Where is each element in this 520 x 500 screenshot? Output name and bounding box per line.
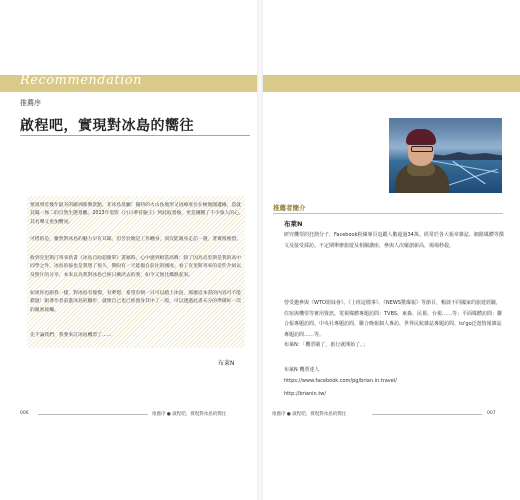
signature: 布萊N <box>218 360 235 367</box>
paragraph: 收到克里斯汀寄來新書《冰島自助超簡單》書稿時，心中感到相當高興：除了因為克里斯是我的高中同學之外，冰島的報也是我想了很久、期盼有一天能親自前往的國度。看了克里斯寄來的這些介紹以及照片的分享，本來以為我對冰島已經日漸淡去的愛，如今又無比熾熱起來。 <box>30 256 242 278</box>
page-number-right: 007 <box>487 411 496 416</box>
author-photo <box>389 118 502 193</box>
page-gutter <box>257 0 263 500</box>
paragraph: 要說到近幾年最夯的歐洲新興景點，非冰島莫屬！獨特的火山島地形又因緯度位在極地圈邊緣，造就其獨一無二的自然生態景觀。2013年電影《白日夢冒險王》到此取景後，更是擄獲了不少旅人的心，其名聲又更加響亮。 <box>30 203 244 225</box>
title-underline <box>20 135 250 136</box>
page-title: 啟程吧，實現對冰島的嚮往 <box>20 118 194 134</box>
footer-running-title-right: 推薦序 ● 啟程吧，實現對冰島的嚮往 <box>272 412 347 417</box>
person-hat <box>406 129 436 145</box>
footer-rule-left <box>38 414 148 415</box>
bio-paragraph: 研究機票的狂熱分子，Facebook粉絲專頁追蹤人數超過34萬。經常於各大報章雜誌、網路媒體等撰文及接受採訪。不定期舉辦旅遊及相關講座，參與人次屢創新高，場場秒殺。 <box>284 232 504 249</box>
links-label: 布萊N 機票達人 <box>284 367 320 373</box>
section-title: Recommendation <box>20 73 142 88</box>
paragraph: 如果你也跟我一樣，對冰島有憧憬，有夢想，希望有朝一日可以踏上冰島，那麼這本書的內容可不能錯過！跟著作者前進冰島的腳步，就像自己也已經置身其中了一般，可以透過此書充分的準備好一次的親密接觸。 <box>30 291 242 313</box>
footer-running-title-left: 推薦序 ● 啟程吧，實現對冰島的嚮往 <box>152 412 227 417</box>
paragraph: 可惜的是，雖然對冰島的魅力早有耳聞，但苦於總是工作纏身，而沒能親身走訪一趟，著實很惋惜。 <box>30 237 242 242</box>
bio-divider <box>273 213 503 214</box>
bio-heading: 推薦者簡介 <box>273 204 306 212</box>
website-link[interactable]: http://brianin.tw/ <box>284 391 327 397</box>
bio-paragraph: 曾受邀參與《WTO姐妹會》、《上班這檔事》、《NEWS驚爆報》等節目，暢談不同國家的旅遊經驗，住宿與機票等實用資訊。電視媒體專題訪問：TVBS、東森、民視、台視……等；平面媒體訪問：聯合報專題訪問、中央社專題訪問、聯合晚報個人專訪、世界民航雜誌專題訪問、to'go泛遊情報雜誌專題訪問……等。 <box>284 300 502 338</box>
facebook-link[interactable]: https://www.facebook.com/pg/brian.in.travel/ <box>284 378 397 384</box>
section-tag: 推薦序 <box>20 99 41 107</box>
glasses <box>411 146 433 152</box>
bio-quote: 布萊N：「機票刷了，旅行就開始了。」 <box>284 342 368 348</box>
paragraph: 先不論我們，我要來訂冰島機票了…… <box>30 333 112 338</box>
page-number-left: 006 <box>20 411 29 416</box>
footer-rule-right <box>372 414 482 415</box>
bio-name: 布萊N <box>284 220 303 228</box>
